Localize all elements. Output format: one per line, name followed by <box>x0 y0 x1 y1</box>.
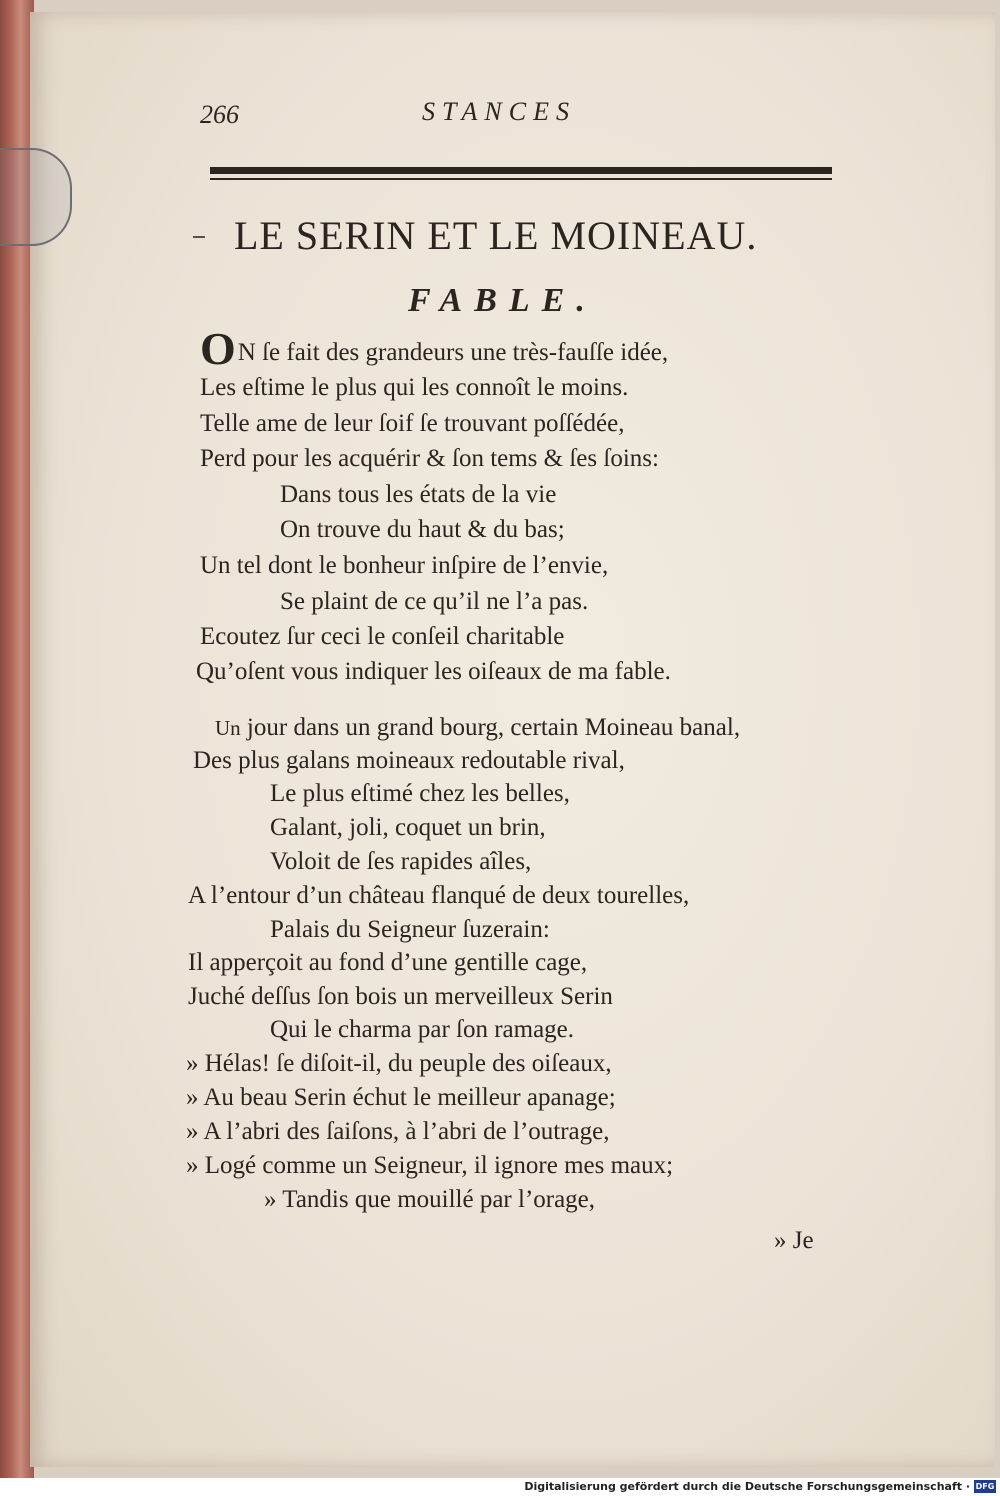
verse-line: Dans tous les états de la vie <box>280 481 557 508</box>
verse-line: Des plus galans moineaux redoutable rival, <box>193 747 625 774</box>
verse-line: Perd pour les acquérir & ſon tems & ſes ſoins: <box>200 445 659 472</box>
header-rule-thin <box>210 178 832 180</box>
header-rule <box>210 167 832 183</box>
verse-line: Qu’oſent vous indiquer les oiſeaux de ma fable. <box>196 658 671 685</box>
poem-subtitle: FABLE. <box>408 282 597 319</box>
verse-line: » A l’abri des ſaiſons, à l’abri de l’outrage, <box>186 1118 610 1145</box>
small-caps-word: Un <box>215 716 241 740</box>
verse-line: Se plaint de ce qu’il ne l’a pas. <box>280 588 589 615</box>
verse-text: N ſe fait des grandeurs une très-fauſſe idée, <box>237 339 669 366</box>
verse-line: » Au beau Serin échut le meilleur apanage; <box>186 1084 616 1111</box>
digitization-footer <box>0 1478 1000 1496</box>
verse-line: A l’entour d’un château flanqué de deux tourelles, <box>188 882 690 909</box>
verse-line: Il apperçoit au fond d’une gentille cage, <box>188 949 588 976</box>
header-rule-thick <box>210 167 832 174</box>
title-dash <box>193 236 205 238</box>
verse-line <box>215 712 740 744</box>
verse-text: jour dans un grand bourg, certain Moineau banal, <box>240 714 741 741</box>
verse-line: Un tel dont le bonheur inſpire de l’envie, <box>200 552 609 579</box>
verse-line: Qui le charma par ſon ramage. <box>270 1016 575 1043</box>
poem-title: LE SERIN ET LE MOINEAU. <box>234 213 758 258</box>
verse-line: Palais du Seigneur ſuzerain: <box>270 916 550 943</box>
page-number: 266 <box>200 100 239 129</box>
running-head: STANCES <box>422 97 576 126</box>
catchword: » Je <box>774 1227 814 1254</box>
verse-line: » Logé comme un Seigneur, il ignore mes maux; <box>186 1152 674 1179</box>
verse-line: Telle ame de leur ſoif ſe trouvant poſſédée, <box>200 410 625 437</box>
verse-line: » Hélas! ſe diſoit-il, du peuple des oiſeaux, <box>186 1050 612 1077</box>
verse-line: Les eſtime le plus qui les connoît le moins. <box>200 374 629 401</box>
verse-line: Voloit de ſes rapides aîles, <box>270 848 532 875</box>
verse-line: On trouve du haut & du bas; <box>280 516 565 543</box>
verse-line: Galant, joli, coquet un brin, <box>270 814 546 841</box>
drop-cap: O <box>200 323 236 374</box>
page-clip <box>0 148 72 246</box>
dfg-logo: DFG <box>975 1482 995 1491</box>
verse-line <box>200 323 669 374</box>
verse-line: Le plus eſtimé chez les belles, <box>270 780 570 807</box>
verse-line: Juché deſſus ſon bois un merveilleux Serin <box>188 983 613 1010</box>
verse-line: Ecoutez ſur ceci le conſeil charitable <box>200 623 565 650</box>
verse-line: » Tandis que mouillé par l’orage, <box>264 1186 596 1213</box>
dfg-credit-text: Digitalisierung gefördert durch die Deutsche Forschungsgemeinschaft · <box>524 1480 970 1493</box>
